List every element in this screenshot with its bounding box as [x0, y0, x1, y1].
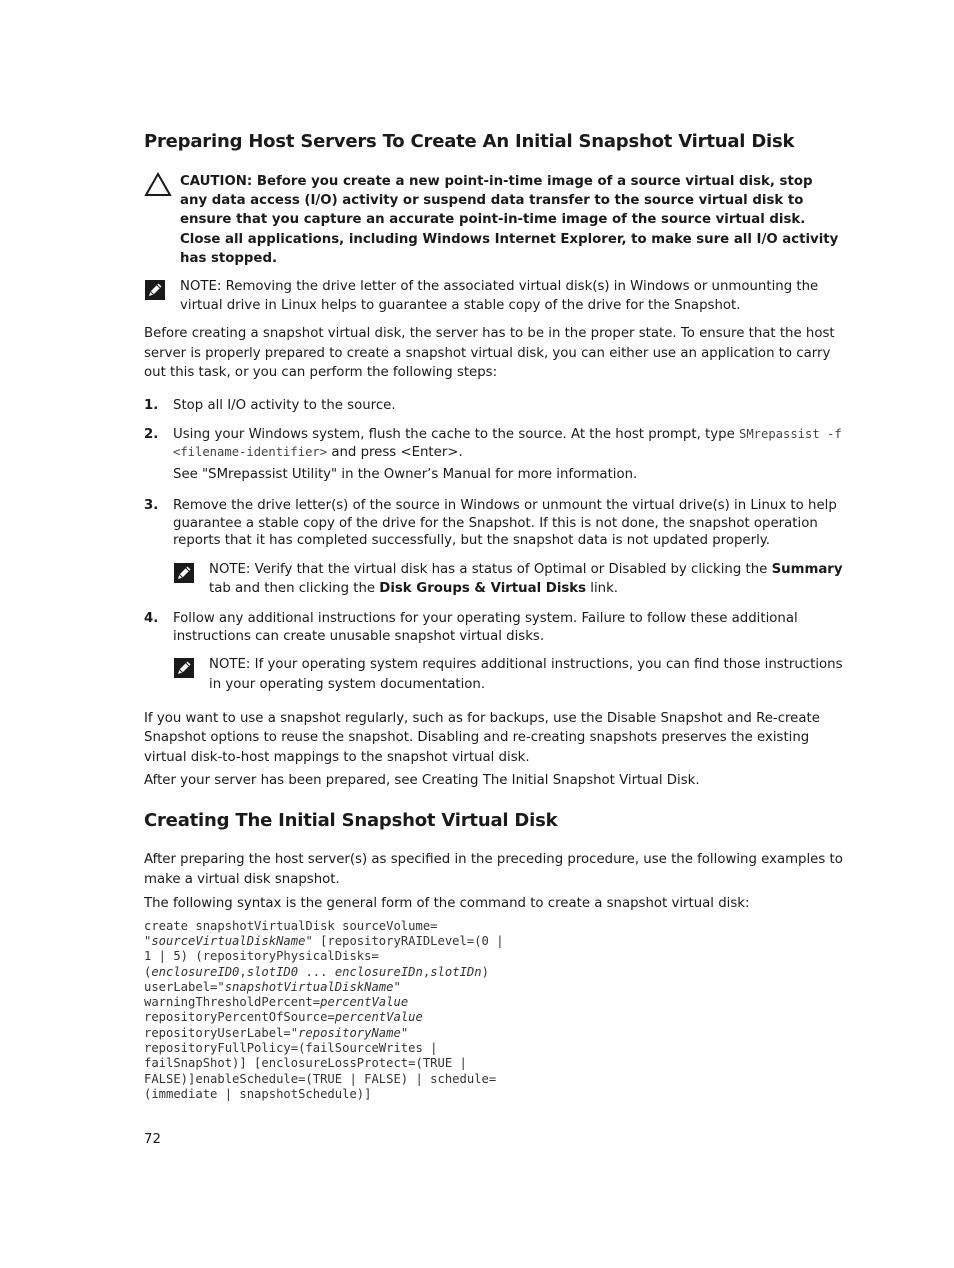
note-text: NOTE: If your operating system requires additional instructions, you can find those instructions in your operating system documentation.	[209, 657, 843, 692]
section-heading: Creating The Initial Snapshot Virtual Disk	[144, 810, 558, 832]
list-item: 4. Follow any additional instructions for your operating system. Failure to follow these additional instructions can create unusable snapshot virtual disks. NOTE: If your operating system requires additional instructions, you can find those instructions in your operating system documentation.	[144, 610, 844, 694]
document-page	[144, 128, 844, 1102]
inline-command: SMrepassist -f <filename-identifier>	[173, 427, 842, 459]
examples-paragraph: After preparing the host server(s) as specified in the preceding procedure, use the following examples to make a virtual disk snapshot.	[144, 852, 843, 887]
syntax-paragraph: The following syntax is the general form of the command to create a snapshot virtual disk:	[144, 896, 750, 912]
steps-list	[144, 397, 844, 694]
caution-icon	[144, 172, 180, 202]
note-text: NOTE: Removing the drive letter of the associated virtual disk(s) in Windows or unmounting the virtual drive in Linux helps to guarantee a stable copy of the drive for the Snapshot.	[180, 279, 819, 314]
note-notice	[144, 277, 844, 315]
reuse-paragraph: If you want to use a snapshot regularly, such as for backups, use the Disable Snapshot and Re-create Snapshot options to reuse the snapshot. Disabling and re-creating snapshots preserves the existing virtual disk-to-host mappings to the snapshot virtual disk.	[144, 710, 820, 765]
command-syntax-block: create snapshotVirtualDisk sourceVolume= "sourceVirtualDiskName" [repositoryRAIDLevel=(0 | 1 | 5) (repositoryPhysicalDisks= (enclosureID0,slotID0 ... enclosureIDn,slotIDn) userLabel="snapshotVirtualDiskName" warningThresholdPercent=percentValue repositoryPercentOfSource=percentValue repositoryUserLabel="repositoryName" repositoryFullPolicy=(failSourceWrites | failSnapShot)] [enclosureLossProtect=(TRUE | FALSE)]enableSchedule=(TRUE | FALSE) | schedule= (immediate | snapshotSchedule)]	[144, 918, 504, 1101]
page-heading: Preparing Host Servers To Create An Initial Snapshot Virtual Disk	[144, 131, 795, 152]
note-pencil-icon	[173, 655, 209, 685]
note-text: NOTE: Verify that the virtual disk has a status of Optimal or Disabled by clicking the Summary tab and then clicking the Disk Groups & Virtual Disks link.	[209, 561, 843, 596]
page-number: 72	[144, 1132, 161, 1147]
note-pencil-icon	[173, 560, 209, 590]
list-item: 2. Using your Windows system, flush the cache to the source. At the host prompt, type SMrepassist -f <filename-identifier> and press <Enter>. See "SMrepassist Utility" in the Owner’s Manual for more information.	[144, 426, 844, 484]
list-item: 1. Stop all I/O activity to the source.	[144, 397, 396, 413]
note-label: NOTE:	[180, 279, 222, 295]
intro-paragraph: Before creating a snapshot virtual disk, the server has to be in the proper state. To ensure that the host server is properly prepared to create a snapshot virtual disk, you can either use an application to carry out this task, or you can perform the following steps:	[144, 326, 835, 381]
step-subtext: See "SMrepassist Utility" in the Owner’s Manual for more information.	[173, 467, 638, 483]
note-notice	[173, 560, 844, 598]
note-notice	[173, 655, 844, 693]
caution-label: CAUTION:	[180, 174, 253, 189]
after-paragraph: After your server has been prepared, see Creating The Initial Snapshot Virtual Disk.	[144, 773, 700, 789]
enter-key: <Enter>	[400, 444, 459, 460]
caution-text: CAUTION: Before you create a new point-in-time image of a source virtual disk, stop any data access (I/O) activity or suspend data transfer to the source virtual disk to ensure that you capture an accurate point-in-time image of the source virtual disk. Close all applications, including Windows Internet Explorer, to make sure all I/O activity has stopped.	[180, 174, 839, 266]
list-item: 3. Remove the drive letter(s) of the source in Windows or unmount the virtual drive(s) in Linux to help guarantee a stable copy of the drive for the Snapshot. If this is not done, the snapshot operation reports that it has completed successfully, but the snapshot data is not updated properly. NOTE: Verify that the virtual disk has a status of Optimal or Disabled by clicking the Summary tab and then clicking the Disk Groups & Virtual Disks link.	[144, 497, 844, 598]
caution-notice	[144, 172, 844, 268]
note-pencil-icon	[144, 277, 180, 305]
